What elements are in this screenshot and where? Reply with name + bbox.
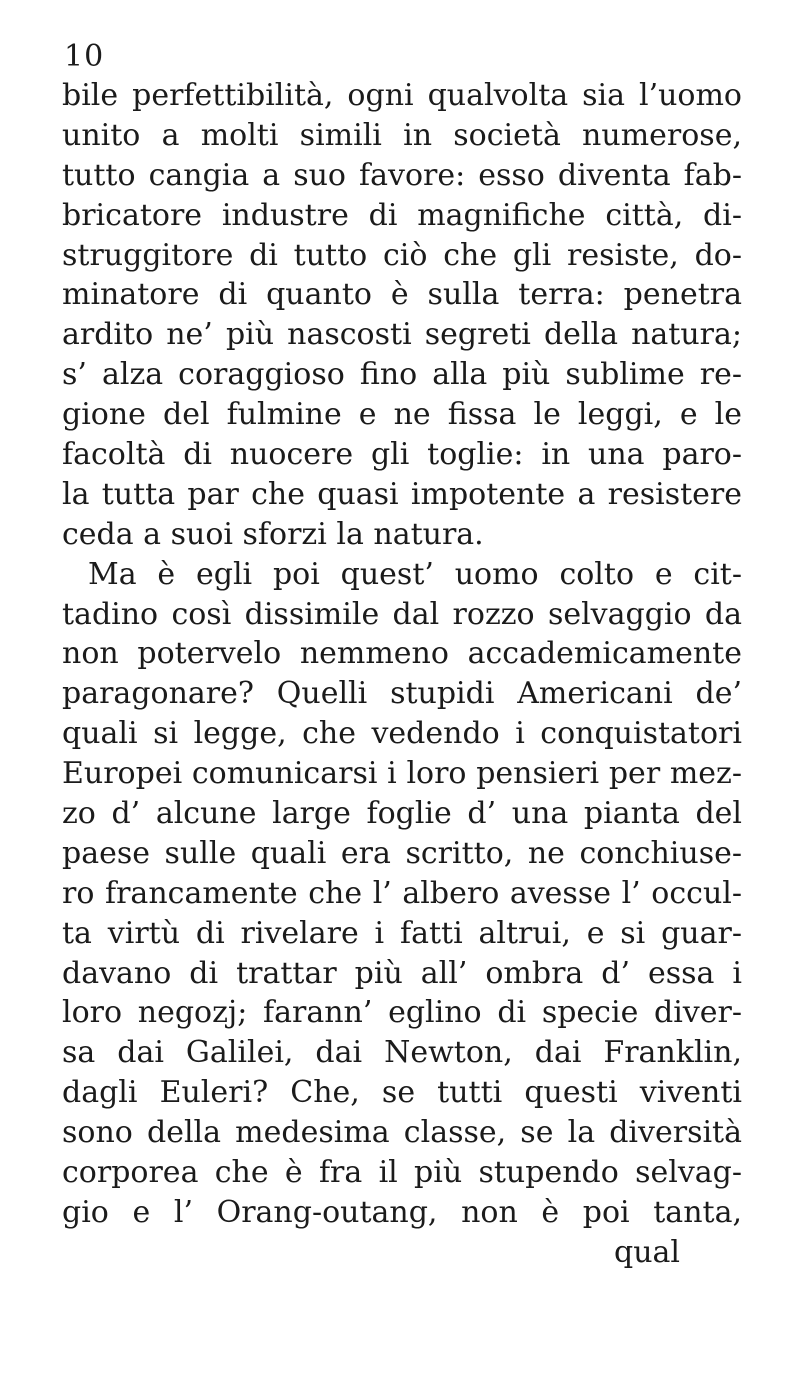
- text-line: s’ alza coraggioso fino alla più sublime re-: [62, 357, 742, 393]
- text-line: sono della medesima classe, se la diversità: [62, 1115, 742, 1151]
- text-line: gio e l’ Orang-outang, non è poi tanta,: [62, 1194, 742, 1230]
- text-line: paragonare? Quelli stupidi Americani de’: [62, 676, 742, 712]
- text-line: struggitore di tutto ciò che gli resiste, do-: [62, 237, 742, 273]
- catchword: qual: [613, 1234, 680, 1270]
- body-text: [62, 76, 742, 1273]
- text-line: paese sulle quali era scritto, ne conchiuse-: [62, 835, 742, 871]
- text-line: dagli Euleri? Che, se tutti questi viventi: [62, 1075, 742, 1111]
- text-line: facoltà di nuocere gli toglie: in una paro-: [62, 437, 742, 473]
- text-line: Europei comunicarsi i loro pensieri per mez-: [62, 756, 742, 792]
- text-line: non potervelo nemmeno accademicamente: [62, 636, 742, 672]
- text-line: ta virtù di rivelare i fatti altrui, e si guar-: [62, 915, 742, 951]
- text-line: bricatore industre di magnifiche città, di-: [62, 197, 742, 233]
- text-line: ardito ne’ più nascosti segreti della natura;: [62, 317, 742, 353]
- text-line: unito a molti simili in società numerose,: [62, 117, 742, 153]
- text-line: loro negozj; farann’ eglino di specie diver-: [62, 995, 742, 1031]
- text-line: davano di trattar più all’ ombra d’ essa i: [62, 955, 742, 991]
- paragraph-first-line: Ma è egli poi quest’ uomo colto e cit-: [88, 556, 742, 592]
- text-line: la tutta par che quasi impotente a resistere: [62, 476, 742, 512]
- page-number: 10: [64, 39, 105, 74]
- text-line: bile perfettibilità, ogni qualvolta sia l’uomo: [62, 78, 742, 113]
- text-line: minatore di quanto è sulla terra: penetra: [62, 277, 742, 313]
- paragraph-end-line: ceda a suoi sforzi la natura.: [62, 516, 484, 552]
- text-line: quali si legge, che vedendo i conquistatori: [62, 716, 742, 752]
- text-line: tadino così dissimile dal rozzo selvaggio da: [62, 596, 742, 632]
- text-line: zo d’ alcune large foglie d’ una pianta del: [62, 796, 742, 832]
- text-line: gione del fulmine e ne fissa le leggi, e le: [62, 397, 742, 433]
- text-line: ro francamente che l’ albero avesse l’ occul-: [62, 875, 742, 911]
- text-line: tutto cangia a suo favore: esso diventa fab-: [62, 157, 742, 193]
- text-line: corporea che è fra il più stupendo selvag-: [62, 1155, 742, 1191]
- text-line: sa dai Galilei, dai Newton, dai Franklin,: [62, 1035, 742, 1071]
